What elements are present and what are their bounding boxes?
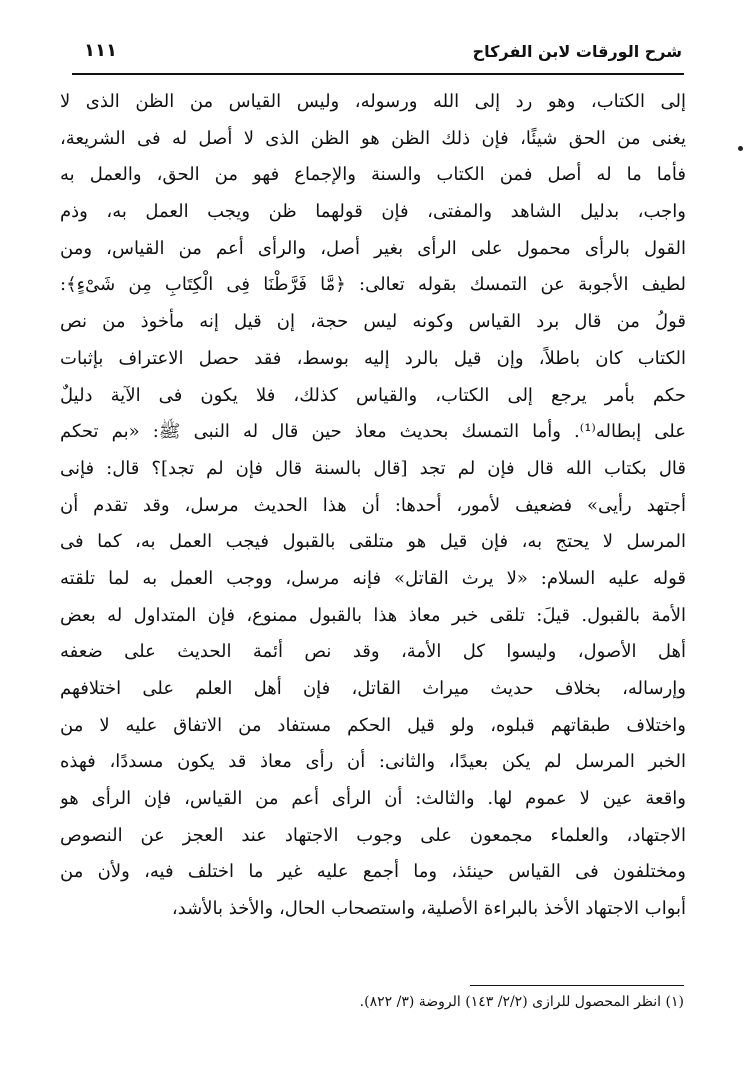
text-line: أجتهد رأيى» فضعيف لأمور، أحدها: أن هذا الحديث مرسل، وقد تقدم أن (60, 494, 686, 516)
text-line: يغنى من الحق شيئًا، فإن ذلك الظن هو الظن الذى لا أصل له فى الشريعة، (60, 127, 686, 149)
text-line: الاجتهاد، والعلماء مجمعون على وجوب الاجتهاد عند العجز عن النصوص (60, 824, 686, 846)
text-line: أبواب الاجتهاد الأخذ بالبراءة الأصلية، واستصحاب الحال، والأخذ بالأشد، (171, 898, 686, 920)
text-line: الكتاب كان باطلاً، وإن قيل بالرد إليه بوسط، فقد حصل الاعتراف بإثبات (60, 347, 686, 369)
body-text (60, 84, 686, 928)
text-line: قوله عليه السلام: «لا يرث القاتل» فإنه مرسل، ووجب العمل به لما تلقته (60, 567, 686, 589)
text-line: واجب، بدليل الشاهد والمفتى، فإن قولهما ظن ويجب العمل به، وذم (60, 201, 686, 223)
running-header (72, 38, 682, 72)
text-line: حكم بأمر يرجع إلى الكتاب، والقياس كذلك، فلا يكون فى الآية دليلٌ (60, 384, 686, 406)
text-line: القول بالرأى محمول على الرأى بغير أصل، والرأى أعم من القياس، ومن (60, 237, 686, 259)
text-line: على إبطاله⁽¹⁾. وأما التمسك بحديث معاذ حين قال له النبى ﷺ: «بم تحكم (60, 421, 686, 443)
text-line: أهل الأصول، وليسوا كل الأمة، وقد نص أئمة الحديث على ضعفه (60, 641, 686, 663)
header-rule (72, 73, 684, 75)
text-line: قال بكتاب الله قال فإن لم تجد [قال بالسنة قال فإن لم تجد]؟ قال: فإنى (60, 457, 686, 479)
text-line: فأما ما له أصل فمن الكتاب والسنة والإجماع فهو من الحق، والعمل به (60, 164, 686, 186)
text-line: المرسل لا يحتج به، فإن قيل هو متلقى بالقبول فيجب العمل به، كما فى (60, 531, 686, 553)
text-line: إلى الكتاب، وهو رد إلى الله ورسوله، وليس القياس من الظن الذى لا (60, 91, 686, 112)
page-number: ١١١ (84, 40, 117, 61)
text-line: واقعة عين لا عموم لها. والثالث: أن الرأى أعم من القياس، فإن الرأى هو (60, 788, 686, 810)
text-line: ومختلفون فى القياس حينئذ، وما أجمع عليه غير ما اختلف فيه، ولأن من (60, 861, 686, 883)
text-line: وإرساله، بخلاف حديث ميراث القاتل، فإن أهل العلم على اختلافهم (60, 678, 686, 699)
text-line: الخبر المرسل لم يكن بعيدًا، والثانى: أن رأى معاذ قد يكون مسددًا، فهذه (60, 751, 686, 773)
text-line: لطيف الأجوبة عن التمسك بقوله تعالى: ﴿مَّا فَرَّطْنَا فِى الْكِتَابِ مِن شَىْءٍ﴾: (60, 274, 686, 296)
margin-dot-mark (738, 146, 743, 151)
text-line: قولُ من قال برد القياس وكونه ليس حجة، إن قيل إنه مأخوذ من نص (60, 311, 686, 333)
footnote-rule (470, 985, 684, 986)
text-line: واختلاف طبقاتهم قبلوه، ولو قيل الحكم مستفاد من الاتفاق عليه لا من (60, 714, 686, 736)
header-title: شرح الورقات لابن الفركاح (472, 42, 682, 61)
footnote: (١) انظر المحصول للرازى (٢/٢/ ١٤٣) الروضة (٣/ ٨٢٢). (359, 994, 684, 1010)
text-line: الأمة بالقبول. قيلَ: تلقى خبر معاذ هذا بالقبول ممنوع، فإن المتداول له بعض (60, 604, 686, 626)
